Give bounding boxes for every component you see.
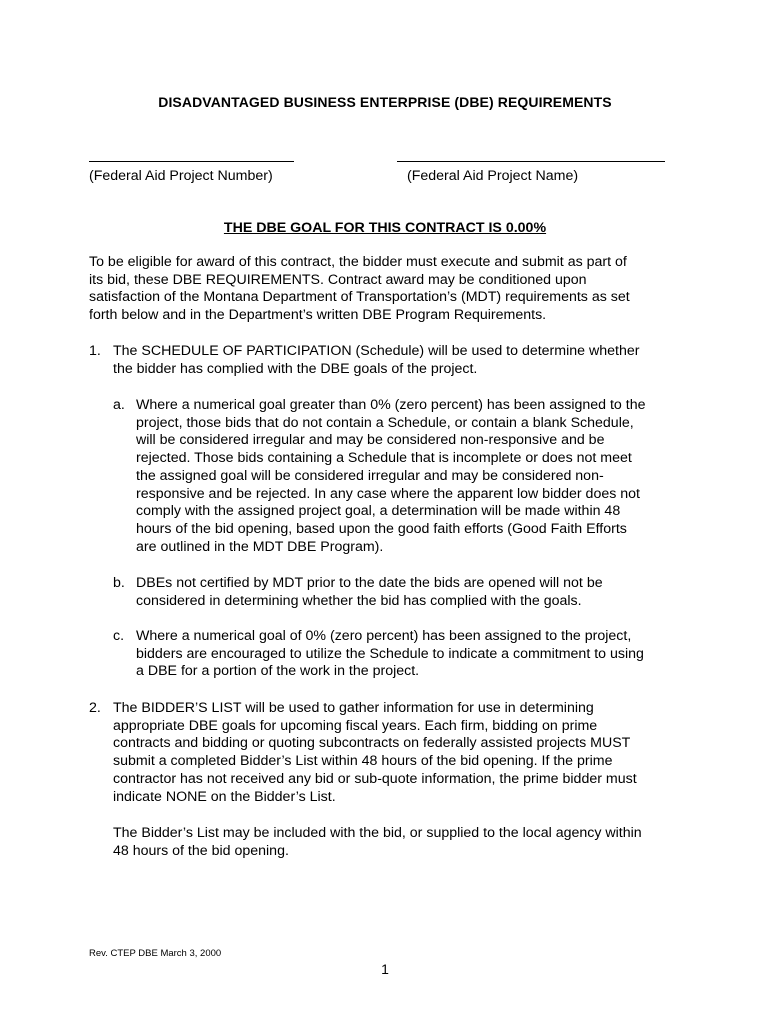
revision-footer: Rev. CTEP DBE March 3, 2000 [89, 948, 222, 959]
dbe-goal-heading: THE DBE GOAL FOR THIS CONTRACT IS 0.00% [223, 220, 547, 236]
intro-line: satisfaction of the Montana Department of Transportation’s (MDT) requirements as set [89, 289, 630, 306]
item-2-line: contracts and bidding or quoting subcontracts on federally assisted projects MUST [113, 735, 631, 752]
item-1b-text [136, 575, 716, 610]
item-1-marker: 1. [89, 343, 101, 359]
item-1c-line: Where a numerical goal of 0% (zero percent) has been assigned to the project, [136, 628, 632, 644]
item-1a-line: comply with the assigned project goal, a determination will be made within 48 [136, 503, 621, 520]
item-1-text [113, 343, 713, 378]
project-number-line [89, 161, 294, 162]
item-1a-text [136, 397, 716, 556]
intro-line: forth below and in the Department’s written DBE Program Requirements. [89, 307, 547, 324]
item-2-line: indicate NONE on the Bidder’s List. [113, 788, 336, 805]
item-1b-line: DBEs not certified by MDT prior to the date the bids are opened will not be [136, 575, 603, 591]
page-title: DISADVANTAGED BUSINESS ENTERPRISE (DBE) REQUIREMENTS [158, 94, 612, 110]
item-2-note-line: 48 hours of the bid opening. [113, 842, 289, 859]
project-number-field [89, 161, 294, 184]
item-2-line: contractor has not received any bid or sub-quote information, the prime bidder must [113, 770, 637, 787]
item-1a-line: responsive and be rejected. In any case where the apparent low bidder does not [136, 485, 640, 502]
item-1a-line: will be considered irregular and may be considered non-responsive and be [136, 432, 605, 449]
project-name-field [397, 161, 665, 184]
item-1c-marker: c. [113, 628, 125, 644]
intro-line: its bid, these DBE REQUIREMENTS. Contract award may be conditioned upon [89, 271, 587, 288]
intro-line: To be eligible for award of this contract, the bidder must execute and submit as part of [89, 254, 627, 270]
project-name-caption: (Federal Aid Project Name) [407, 168, 579, 184]
item-2-line: submit a completed Bidder’s List within 48 hours of the bid opening. If the prime [113, 753, 613, 770]
item-1a-line: Where a numerical goal greater than 0% (zero percent) has been assigned to the [136, 397, 646, 413]
item-1b-line: considered in determining whether the bid has complied with the goals. [136, 592, 582, 609]
item-1b-marker: b. [113, 575, 125, 591]
item-2-marker: 2. [89, 700, 101, 716]
item-1c-line: bidders are encouraged to utilize the Schedule to indicate a commitment to using [136, 645, 644, 662]
item-2-line: The BIDDER’S LIST will be used to gather information for use in determining [113, 700, 594, 716]
page-number: 1 [381, 961, 389, 977]
project-name-line [397, 161, 665, 162]
item-1a-line: are outlined in the MDT DBE Program). [136, 538, 384, 555]
item-1a-line: hours of the bid opening, based upon the good faith efforts (Good Faith Efforts [136, 520, 627, 537]
item-1a-line: project, those bids that do not contain a Schedule, or contain a blank Schedule, [136, 414, 634, 431]
intro-paragraph [89, 254, 689, 325]
project-number-caption: (Federal Aid Project Number) [89, 168, 273, 184]
item-1-line: The SCHEDULE OF PARTICIPATION (Schedule) will be used to determine whether [113, 343, 640, 359]
item-1a-marker: a. [113, 397, 125, 413]
item-1a-line: rejected. Those bids containing a Schedule that is incomplete or does not meet [136, 450, 632, 467]
item-2-note-line: The Bidder’s List may be included with the bid, or supplied to the local agency within [113, 825, 642, 841]
item-1a-line: the assigned goal will be considered irregular and may be considered non- [136, 467, 604, 484]
item-1c-line: a DBE for a portion of the work in the project. [136, 663, 420, 680]
item-2-text [113, 700, 713, 806]
item-1c-text [136, 628, 716, 681]
item-2-note [113, 825, 713, 860]
item-1-line: the bidder has complied with the DBE goals of the project. [113, 360, 478, 377]
item-2-line: appropriate DBE goals for upcoming fiscal years. Each firm, bidding on prime [113, 717, 598, 734]
